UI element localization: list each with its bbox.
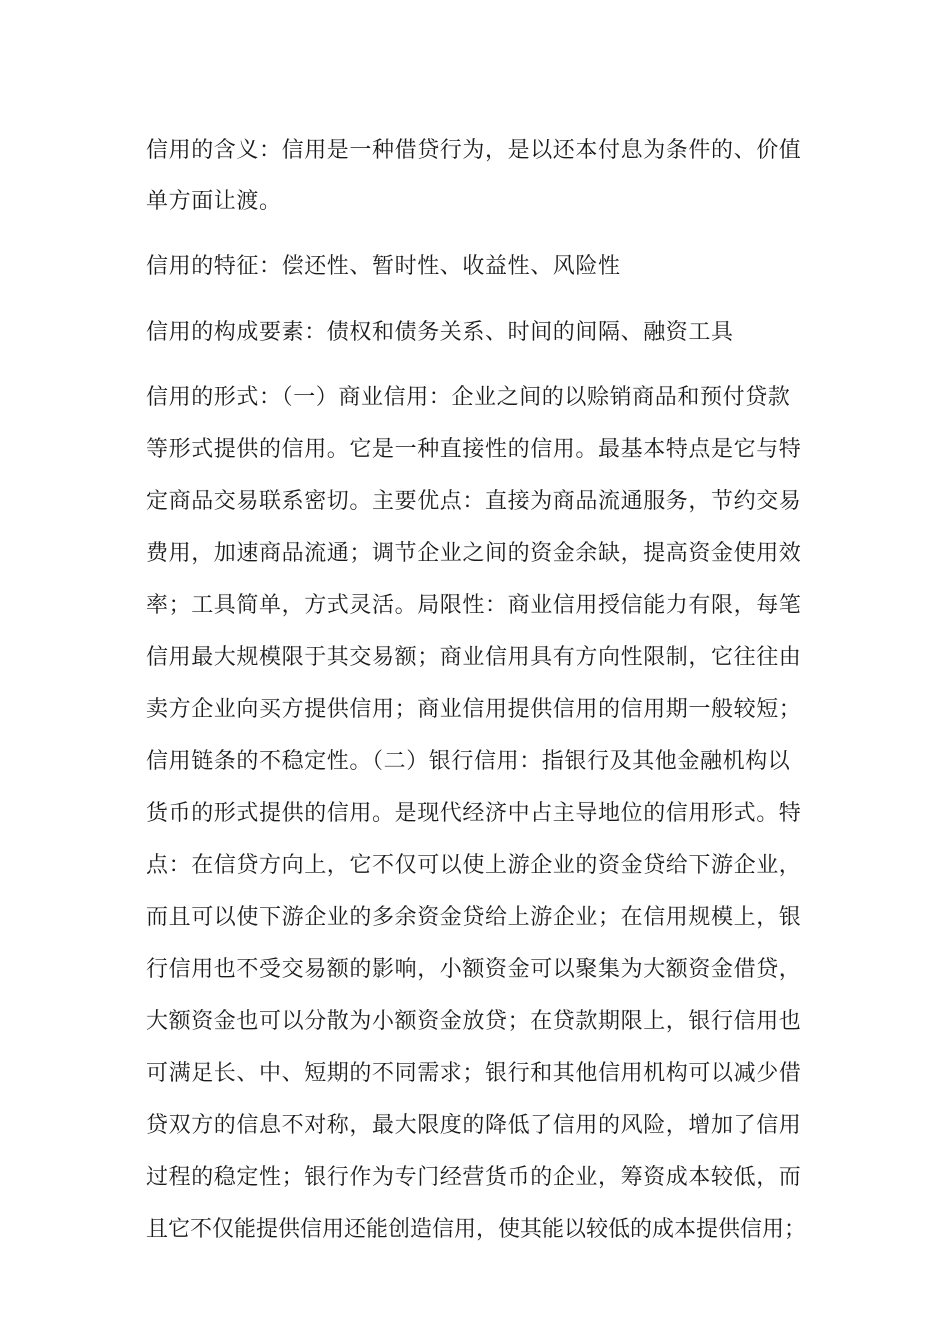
text-line: 过程的稳定性；银行作为专门经营货币的企业，筹资成本较低，而 bbox=[146, 1165, 802, 1190]
text-line: 行信用也不受交易额的影响，小额资金可以聚集为大额资金借贷， bbox=[146, 957, 802, 982]
text-line: 信用最大规模限于其交易额；商业信用具有方向性限制，它往往由 bbox=[146, 645, 802, 670]
text-line: 大额资金也可以分散为小额资金放贷；在贷款期限上，银行信用也 bbox=[146, 1009, 802, 1034]
text-line: 信用的含义：信用是一种借贷行为，是以还本付息为条件的、价值 bbox=[146, 138, 802, 163]
text-line: 可满足长、中、短期的不同需求；银行和其他信用机构可以减少借 bbox=[146, 1061, 802, 1086]
text-line: 等形式提供的信用。它是一种直接性的信用。最基本特点是它与特 bbox=[146, 437, 802, 462]
text-line: 定商品交易联系密切。主要优点：直接为商品流通服务，节约交易 bbox=[146, 489, 802, 514]
text-line: 点：在信贷方向上，它不仅可以使上游企业的资金贷给下游企业， bbox=[146, 853, 802, 878]
text-line: 费用，加速商品流通；调节企业之间的资金余缺，提高资金使用效 bbox=[146, 541, 802, 566]
text-line: 信用的特征：偿还性、暂时性、收益性、风险性 bbox=[146, 254, 621, 279]
text-line: 卖方企业向买方提供信用；商业信用提供信用的信用期一般较短； bbox=[146, 697, 802, 722]
text-line: 率；工具简单，方式灵活。局限性：商业信用授信能力有限，每笔 bbox=[146, 593, 802, 618]
text-line: 信用链条的不稳定性。（二）银行信用：指银行及其他金融机构以 bbox=[146, 749, 791, 774]
text-line: 单方面让渡。 bbox=[146, 189, 282, 214]
text-line: 货币的形式提供的信用。是现代经济中占主导地位的信用形式。特 bbox=[146, 801, 802, 826]
text-line: 且它不仅能提供信用还能创造信用，使其能以较低的成本提供信用； bbox=[146, 1217, 807, 1242]
text-line: 信用的构成要素：债权和债务关系、时间的间隔、融资工具 bbox=[146, 320, 734, 345]
text-line: 贷双方的信息不对称，最大限度的降低了信用的风险，增加了信用 bbox=[146, 1113, 802, 1138]
text-line: 信用的形式：（一）商业信用：企业之间的以赊销商品和预付贷款 bbox=[146, 385, 791, 410]
text-line: 而且可以使下游企业的多余资金贷给上游企业；在信用规模上，银 bbox=[146, 905, 802, 930]
